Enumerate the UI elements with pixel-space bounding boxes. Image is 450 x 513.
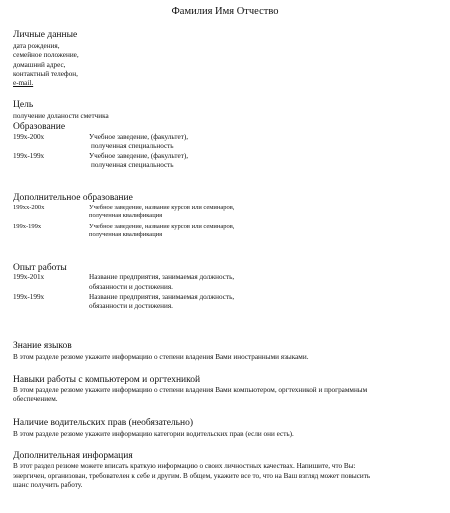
personal-phone: контактный телефон,	[13, 70, 78, 78]
extra-text: В этот раздел резюме можете вписать краткую информацию о своих личностных качествах. Напишите, что Вы:	[13, 462, 356, 470]
personal-email: e-mail.	[13, 79, 34, 87]
resume-title: Фамилия Имя Отчество	[171, 6, 279, 17]
additional-education-line: Учебное заведение, название курсов или семинаров,	[89, 204, 235, 211]
additional-education-years: 199x-199x	[13, 223, 42, 230]
additional-education-line: полученная квалификация	[89, 212, 163, 219]
education-years: 199x-199x	[13, 152, 45, 160]
education-line: Учебное заведение, (факультет),	[89, 152, 189, 160]
extra-text: шанс получить работу.	[13, 481, 83, 489]
languages-text: В этом разделе резюме укажите информацию о степени владения Вами иностранными языками.	[13, 353, 309, 361]
additional-education-line: Учебное заведение, название курсов или семинаров,	[89, 223, 235, 230]
computer-text: В этом разделе резюме укажите информацию о степени владения Вами компьютером, оргтехникой и программным	[13, 386, 368, 394]
personal-birth: дата рождения,	[13, 42, 60, 50]
additional-education-heading: Дополнительное образование	[13, 193, 133, 203]
personal-address: домашний адрес,	[13, 61, 66, 69]
experience-years: 199x-201x	[13, 273, 45, 281]
personal-family: семейное положение,	[13, 51, 79, 59]
education-heading: Образование	[13, 122, 66, 132]
languages-heading: Знание языков	[13, 341, 72, 351]
additional-education-line: полученная квалификация	[89, 231, 163, 238]
extra-text: энергичен, организован, требователен к себе и другим. В общем, укажите все то, что на Ваш взгляд может повысить	[13, 472, 371, 480]
goal-heading: Цель	[13, 100, 34, 110]
experience-heading: Опыт работы	[13, 263, 67, 273]
experience-line: обязанности и достижения.	[89, 283, 173, 291]
license-text: В этом разделе резюме укажите информацию категории водительских прав (если они есть).	[13, 430, 294, 438]
computer-text: обеспечением.	[13, 395, 58, 403]
education-line: Учебное заведение, (факультет),	[89, 133, 189, 141]
experience-years: 199x-199x	[13, 293, 45, 301]
experience-line: Название предприятия, занимаемая должность,	[89, 273, 235, 281]
education-years: 199x-200x	[13, 133, 45, 141]
additional-education-years: 199xx-200x	[13, 204, 45, 211]
experience-line: обязанности и достижения.	[89, 302, 173, 310]
education-line: полученная специальность	[91, 142, 174, 150]
extra-heading: Дополнительная информация	[13, 451, 133, 461]
license-heading: Наличие водительских прав (необязательно)	[13, 418, 193, 428]
experience-line: Название предприятия, занимаемая должность,	[89, 293, 235, 301]
goal-text: получение доланости сметчика	[13, 112, 109, 120]
personal-heading: Личные данные	[13, 30, 78, 40]
education-line: полученная специальность	[91, 161, 174, 169]
computer-heading: Навыки работы с компьютером и оргтехникой	[13, 375, 201, 385]
